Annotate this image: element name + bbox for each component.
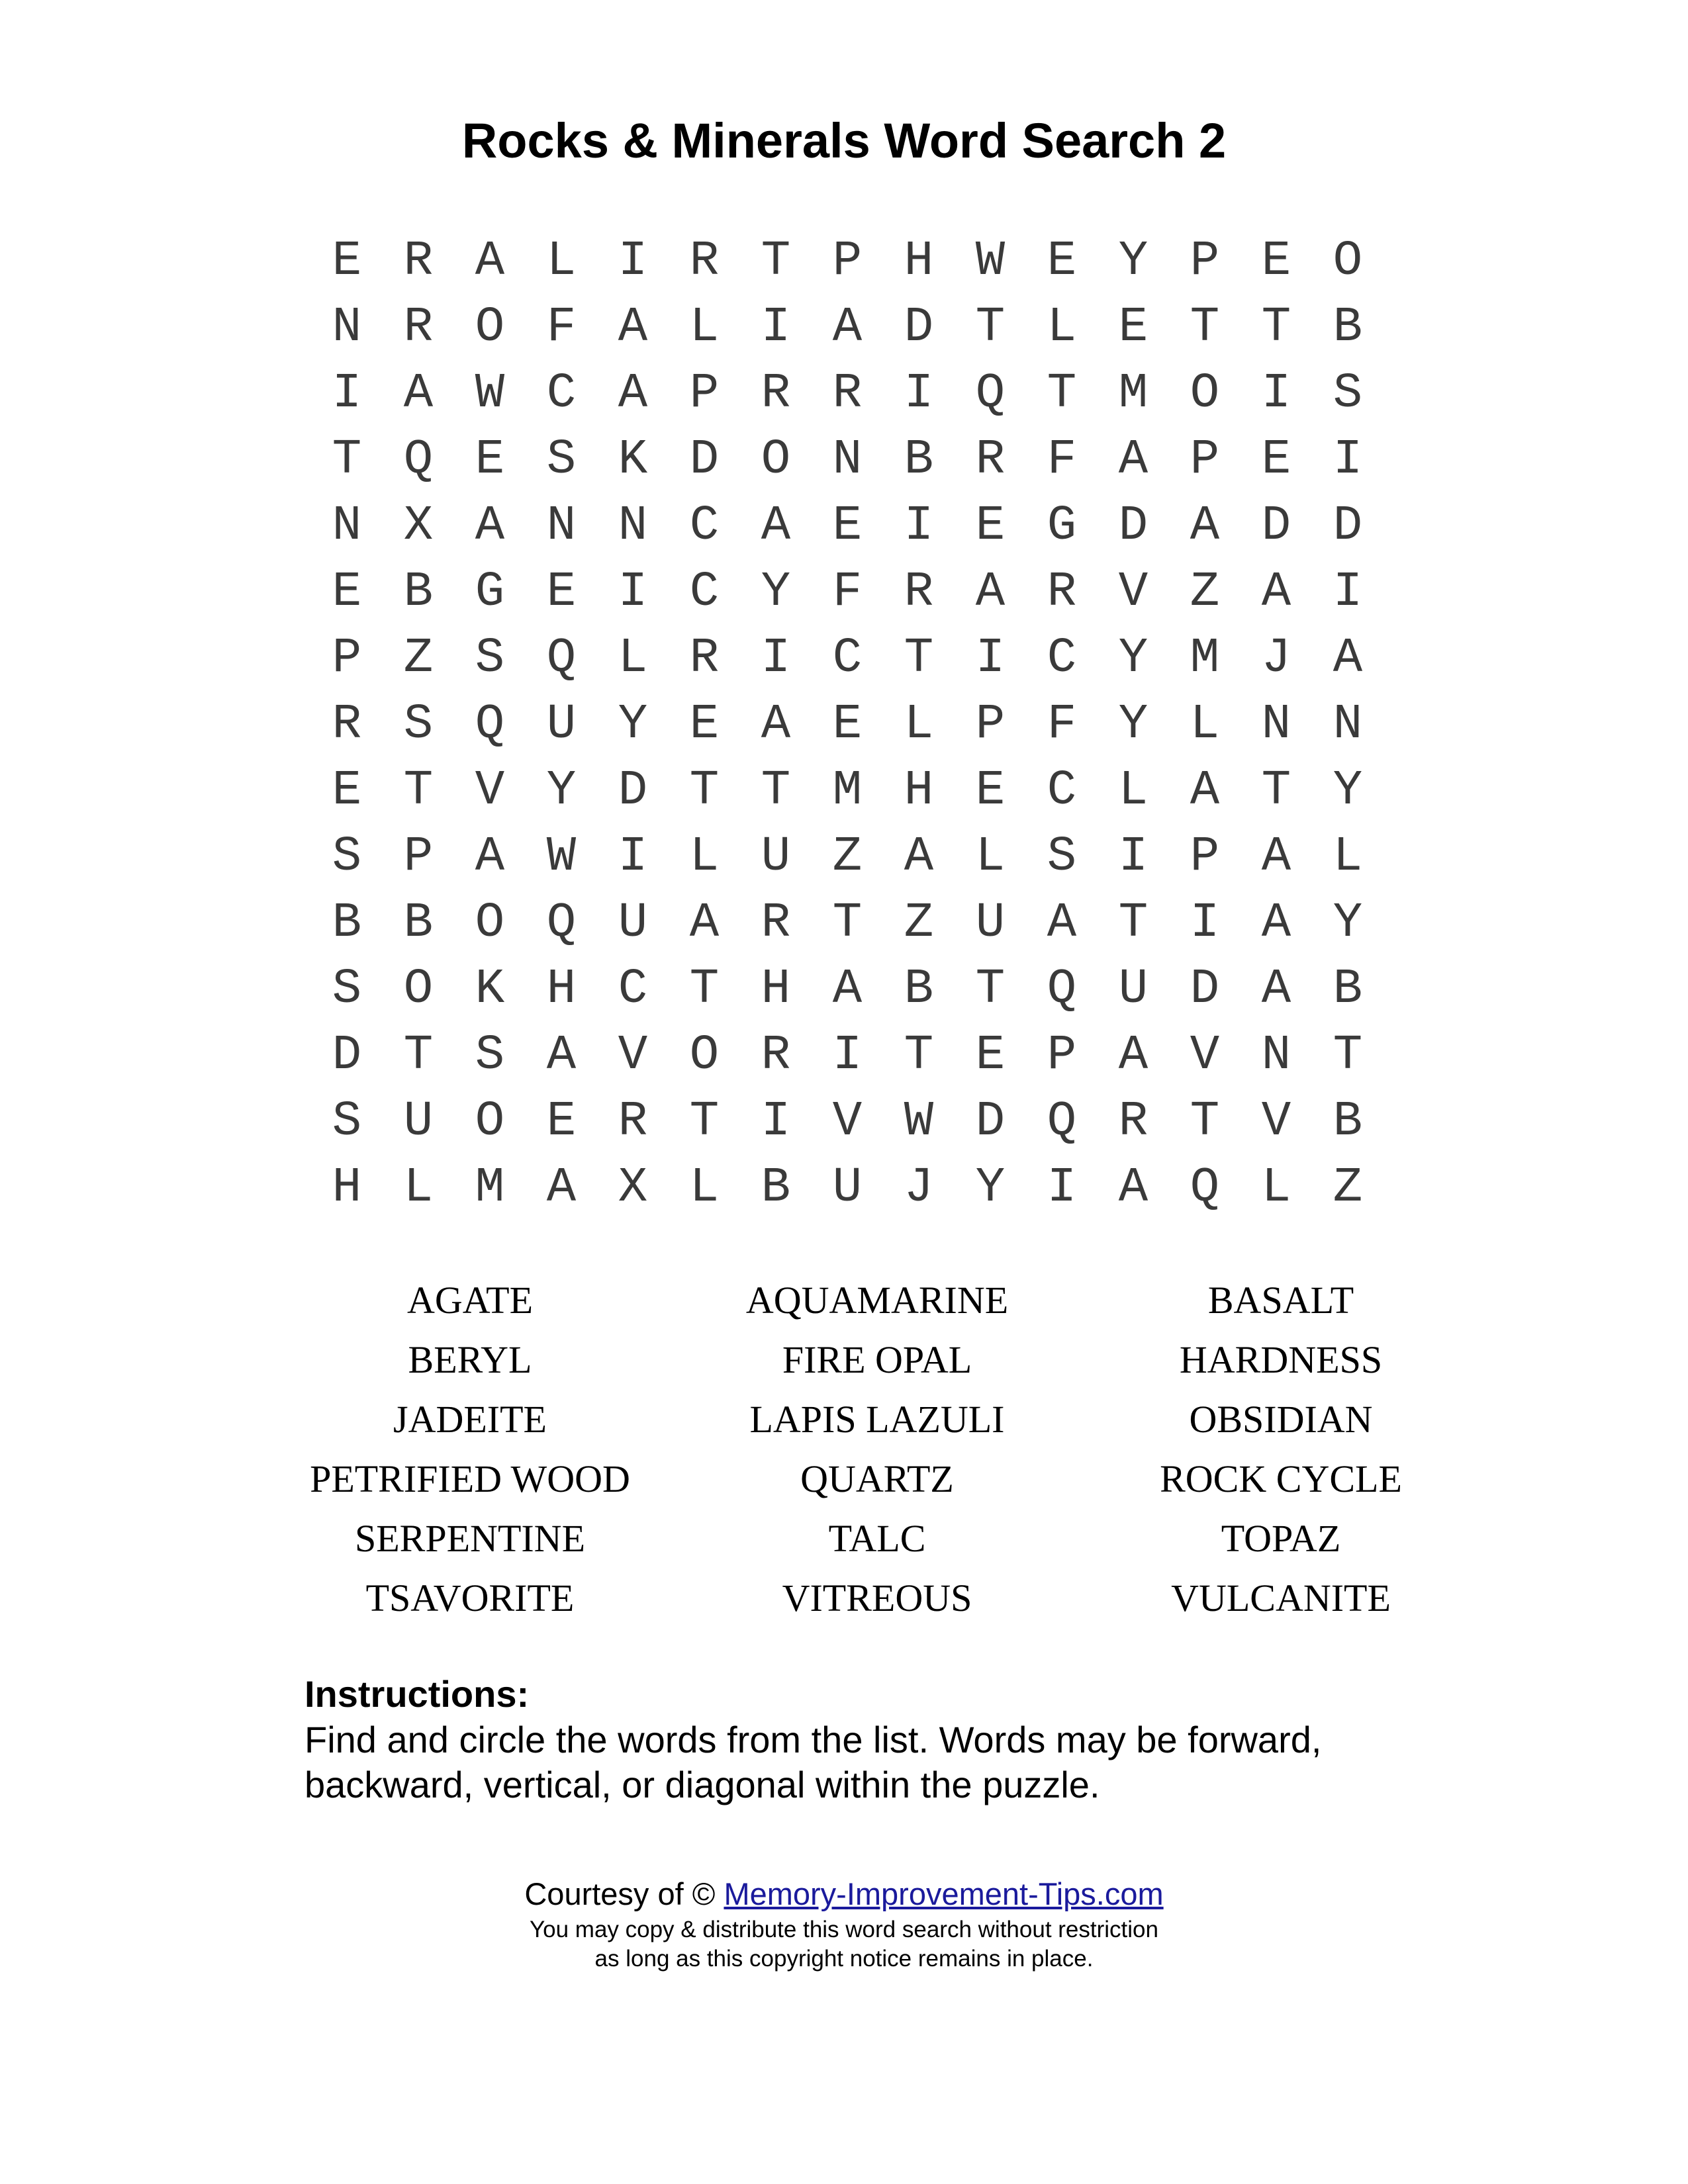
grid-letter: O <box>1190 366 1220 422</box>
grid-letter: D <box>332 1028 362 1083</box>
grid-letter: W <box>904 1094 934 1150</box>
grid-letter: V <box>618 1028 648 1083</box>
grid-letter: A <box>761 697 791 752</box>
grid-letter: Q <box>546 631 577 686</box>
grid-letter: I <box>618 829 648 885</box>
grid-letter: E <box>546 565 577 620</box>
grid-letter: G <box>1047 498 1077 554</box>
grid-letter: Z <box>1190 565 1220 620</box>
grid-letter: L <box>1333 829 1363 885</box>
grid-letter: O <box>1333 234 1363 289</box>
grid-row <box>311 1155 1383 1221</box>
word-list-item: VITREOUS <box>782 1576 972 1619</box>
word-list-item: QUARTZ <box>800 1457 954 1500</box>
grid-letter: W <box>546 829 577 885</box>
grid-letter: E <box>975 1028 1006 1083</box>
grid-letter: M <box>1190 631 1220 686</box>
grid-letter: B <box>761 1160 791 1216</box>
courtesy-line <box>0 1873 1688 1915</box>
grid-letter: R <box>832 366 863 422</box>
instructions <box>305 1671 1430 1807</box>
grid-letter: H <box>761 962 791 1017</box>
word-list-item: BASALT <box>1207 1279 1354 1322</box>
grid-letter: N <box>546 498 577 554</box>
grid-letter: R <box>618 1094 648 1150</box>
grid-letter: O <box>475 1094 505 1150</box>
grid-letter: V <box>475 763 505 819</box>
grid-letter: Y <box>975 1160 1006 1216</box>
word-list-item: BERYL <box>408 1338 532 1381</box>
grid-letter: J <box>1261 631 1291 686</box>
grid-row <box>311 361 1383 427</box>
grid-letter: P <box>1190 234 1220 289</box>
grid-letter: I <box>761 300 791 355</box>
grid-letter: Y <box>1333 895 1363 951</box>
grid-letter: A <box>1333 631 1363 686</box>
grid-letter: I <box>1261 366 1291 422</box>
grid-row <box>311 824 1383 890</box>
grid-letter: G <box>475 565 505 620</box>
grid-letter: S <box>1047 829 1077 885</box>
grid-letter: U <box>761 829 791 885</box>
grid-letter: I <box>618 565 648 620</box>
grid-letter: Q <box>475 697 505 752</box>
grid-letter: A <box>475 234 505 289</box>
grid-letter: D <box>1190 962 1220 1017</box>
grid-letter: K <box>475 962 505 1017</box>
grid-letter: E <box>975 763 1006 819</box>
grid-letter: R <box>904 565 934 620</box>
grid-letter: R <box>689 234 720 289</box>
grid-letter: D <box>904 300 934 355</box>
grid-letter: T <box>1261 763 1291 819</box>
grid-letter: A <box>1261 962 1291 1017</box>
grid-letter: T <box>975 300 1006 355</box>
grid-letter: L <box>689 829 720 885</box>
grid-row <box>311 758 1383 824</box>
grid-row <box>311 228 1383 295</box>
grid-letter: I <box>1118 829 1149 885</box>
grid-letter: E <box>1261 432 1291 488</box>
grid-letter: A <box>1261 829 1291 885</box>
grid-letter: Q <box>546 895 577 951</box>
grid-letter: P <box>689 366 720 422</box>
grid-row <box>311 890 1383 956</box>
grid-letter: D <box>975 1094 1006 1150</box>
grid-letter: F <box>1047 697 1077 752</box>
footer <box>0 1873 1688 1974</box>
grid-letter: N <box>618 498 648 554</box>
word-list-item: JADEITE <box>393 1398 547 1441</box>
grid-letter: E <box>832 498 863 554</box>
grid-letter: Z <box>904 895 934 951</box>
grid-letter: S <box>332 829 362 885</box>
copyright-notice-line: You may copy & distribute this word search without restriction <box>530 1917 1158 1942</box>
grid-letter: E <box>332 234 362 289</box>
grid-letter: I <box>832 1028 863 1083</box>
grid-row <box>311 1089 1383 1155</box>
grid-letter: A <box>761 498 791 554</box>
grid-letter: R <box>332 697 362 752</box>
grid-letter: Y <box>618 697 648 752</box>
grid-letter: B <box>403 565 434 620</box>
grid-letter: H <box>904 234 934 289</box>
grid-letter: M <box>475 1160 505 1216</box>
grid-letter: T <box>403 1028 434 1083</box>
instructions-heading: Instructions: <box>305 1673 530 1715</box>
grid-letter: B <box>332 895 362 951</box>
grid-letter: R <box>403 300 434 355</box>
grid-letter: A <box>1261 565 1291 620</box>
grid-row <box>311 493 1383 559</box>
grid-letter: A <box>546 1160 577 1216</box>
grid-letter: T <box>1190 300 1220 355</box>
grid-letter: H <box>904 763 934 819</box>
grid-letter: E <box>332 763 362 819</box>
grid-letter: F <box>546 300 577 355</box>
grid-letter: I <box>761 1094 791 1150</box>
word-list-item: TOPAZ <box>1221 1517 1341 1560</box>
word-list-item: SERPENTINE <box>355 1517 585 1560</box>
grid-letter: P <box>832 234 863 289</box>
grid-letter: S <box>332 962 362 1017</box>
grid-letter: L <box>403 1160 434 1216</box>
grid-letter: A <box>1118 1028 1149 1083</box>
grid-letter: Z <box>832 829 863 885</box>
grid-letter: W <box>475 366 505 422</box>
grid-letter: S <box>546 432 577 488</box>
grid-letter: V <box>1118 565 1149 620</box>
grid-letter: R <box>1118 1094 1149 1150</box>
grid-letter: U <box>403 1094 434 1150</box>
grid-letter: Q <box>1047 962 1077 1017</box>
word-list-item: AGATE <box>406 1279 534 1322</box>
grid-letter: M <box>832 763 863 819</box>
grid-letter: Z <box>1333 1160 1363 1216</box>
grid-letter: D <box>1261 498 1291 554</box>
grid-letter: R <box>975 432 1006 488</box>
grid-row <box>311 559 1383 625</box>
grid-letter: U <box>832 1160 863 1216</box>
grid-letter: L <box>1047 300 1077 355</box>
grid-letter: I <box>761 631 791 686</box>
grid-letter: X <box>403 498 434 554</box>
grid-letter: R <box>1047 565 1077 620</box>
grid-letter: E <box>689 697 720 752</box>
word-list-item: VULCANITE <box>1171 1576 1391 1619</box>
grid-letter: C <box>1047 763 1077 819</box>
grid-letter: Z <box>403 631 434 686</box>
grid-letter: A <box>975 565 1006 620</box>
instructions-line: Find and circle the words from the list. Words may be forward, <box>305 1719 1322 1760</box>
grid-letter: R <box>403 234 434 289</box>
grid-letter: O <box>475 300 505 355</box>
grid-letter: T <box>403 763 434 819</box>
grid-row <box>311 625 1383 692</box>
grid-letter: N <box>1261 1028 1291 1083</box>
word-list-item: OBSIDIAN <box>1189 1398 1373 1441</box>
grid-letter: A <box>832 962 863 1017</box>
grid-letter: E <box>1047 234 1077 289</box>
grid-letter: P <box>332 631 362 686</box>
grid-row <box>311 956 1383 1023</box>
grid-letter: A <box>904 829 934 885</box>
instructions-text <box>305 1717 1430 1807</box>
grid-letter: L <box>1261 1160 1291 1216</box>
grid-letter: O <box>403 962 434 1017</box>
site-link[interactable]: Memory-Improvement-Tips.com <box>724 1876 1164 1911</box>
grid-letter: N <box>1333 697 1363 752</box>
grid-letter: A <box>1261 895 1291 951</box>
word-list-item: AQUAMARINE <box>745 1279 1009 1322</box>
grid-letter: N <box>332 300 362 355</box>
grid-letter: T <box>904 631 934 686</box>
grid-letter: T <box>332 432 362 488</box>
grid-letter: S <box>332 1094 362 1150</box>
instructions-line: backward, vertical, or diagonal within the puzzle. <box>305 1764 1100 1805</box>
grid-letter: O <box>761 432 791 488</box>
grid-letter: E <box>546 1094 577 1150</box>
grid-letter: U <box>1118 962 1149 1017</box>
grid-letter: L <box>689 1160 720 1216</box>
grid-letter: C <box>689 565 720 620</box>
grid-letter: L <box>1190 697 1220 752</box>
grid-letter: B <box>403 895 434 951</box>
grid-letter: P <box>403 829 434 885</box>
grid-letter: F <box>832 565 863 620</box>
grid-row <box>311 295 1383 361</box>
grid-letter: P <box>1190 432 1220 488</box>
grid-letter: Q <box>1047 1094 1077 1150</box>
grid-letter: R <box>761 366 791 422</box>
grid-letter: V <box>1190 1028 1220 1083</box>
grid-letter: T <box>1047 366 1077 422</box>
grid-letter: T <box>832 895 863 951</box>
grid-letter: R <box>689 631 720 686</box>
grid-letter: M <box>1118 366 1149 422</box>
grid-letter: B <box>1333 1094 1363 1150</box>
grid-letter: L <box>689 300 720 355</box>
grid-letter: A <box>475 829 505 885</box>
grid-letter: D <box>1118 498 1149 554</box>
grid-letter: D <box>689 432 720 488</box>
grid-letter: D <box>1333 498 1363 554</box>
grid-letter: Y <box>1118 234 1149 289</box>
grid-letter: O <box>475 895 505 951</box>
grid-letter: R <box>761 895 791 951</box>
grid-letter: I <box>1333 565 1363 620</box>
grid-letter: S <box>475 1028 505 1083</box>
grid-letter: K <box>618 432 648 488</box>
grid-letter: T <box>1333 1028 1363 1083</box>
grid-letter: C <box>546 366 577 422</box>
word-list-item: PETRIFIED WOOD <box>310 1457 630 1500</box>
grid-letter: A <box>546 1028 577 1083</box>
word-search-grid <box>311 228 1383 1221</box>
grid-letter: E <box>475 432 505 488</box>
grid-letter: T <box>689 1094 720 1150</box>
word-list <box>265 1271 1489 1641</box>
grid-letter: W <box>975 234 1006 289</box>
grid-letter: T <box>761 234 791 289</box>
grid-letter: Y <box>546 763 577 819</box>
word-list-item: FIRE OPAL <box>782 1338 972 1381</box>
grid-letter: Q <box>403 432 434 488</box>
grid-letter: N <box>332 498 362 554</box>
grid-letter: I <box>1333 432 1363 488</box>
grid-letter: S <box>475 631 505 686</box>
grid-letter: C <box>832 631 863 686</box>
grid-letter: P <box>1047 1028 1077 1083</box>
grid-letter: A <box>1118 1160 1149 1216</box>
grid-letter: V <box>832 1094 863 1150</box>
grid-letter: U <box>975 895 1006 951</box>
grid-letter: T <box>761 763 791 819</box>
grid-letter: V <box>1261 1094 1291 1150</box>
grid-letter: E <box>975 498 1006 554</box>
grid-letter: Y <box>761 565 791 620</box>
grid-letter: A <box>689 895 720 951</box>
word-list-item: TSAVORITE <box>365 1576 575 1619</box>
grid-letter: S <box>403 697 434 752</box>
grid-letter: O <box>689 1028 720 1083</box>
grid-letter: Y <box>1118 697 1149 752</box>
grid-letter: L <box>546 234 577 289</box>
grid-letter: Y <box>1118 631 1149 686</box>
grid-letter: C <box>618 962 648 1017</box>
grid-letter: I <box>332 366 362 422</box>
grid-letter: I <box>618 234 648 289</box>
grid-letter: U <box>546 697 577 752</box>
grid-letter: R <box>761 1028 791 1083</box>
grid-letter: A <box>1118 432 1149 488</box>
grid-letter: P <box>1190 829 1220 885</box>
grid-letter: N <box>832 432 863 488</box>
page-title: Rocks & Minerals Word Search 2 <box>461 113 1227 168</box>
word-list-item: TALC <box>828 1517 926 1560</box>
grid-letter: I <box>975 631 1006 686</box>
grid-letter: T <box>904 1028 934 1083</box>
grid-letter: U <box>618 895 648 951</box>
grid-letter: Q <box>1190 1160 1220 1216</box>
grid-letter: C <box>689 498 720 554</box>
grid-letter: A <box>618 300 648 355</box>
grid-letter: T <box>975 962 1006 1017</box>
grid-letter: A <box>832 300 863 355</box>
grid-row <box>311 427 1383 493</box>
grid-letter: J <box>904 1160 934 1216</box>
grid-letter: A <box>403 366 434 422</box>
courtesy-prefix: Courtesy of © <box>524 1876 716 1911</box>
grid-letter: T <box>689 962 720 1017</box>
grid-letter: I <box>904 498 934 554</box>
grid-letter: L <box>618 631 648 686</box>
grid-letter: E <box>832 697 863 752</box>
grid-letter: B <box>1333 962 1363 1017</box>
grid-letter: A <box>1190 498 1220 554</box>
grid-letter: T <box>689 763 720 819</box>
grid-letter: B <box>904 432 934 488</box>
grid-letter: D <box>618 763 648 819</box>
grid-letter: E <box>1118 300 1149 355</box>
grid-letter: A <box>475 498 505 554</box>
grid-letter: L <box>1118 763 1149 819</box>
grid-letter: I <box>1190 895 1220 951</box>
grid-letter: H <box>546 962 577 1017</box>
grid-letter: X <box>618 1160 648 1216</box>
word-list-item: ROCK CYCLE <box>1160 1457 1402 1500</box>
grid-letter: T <box>1190 1094 1220 1150</box>
grid-letter: F <box>1047 432 1077 488</box>
grid-letter: E <box>1261 234 1291 289</box>
grid-letter: I <box>904 366 934 422</box>
grid-letter: H <box>332 1160 362 1216</box>
grid-row <box>311 692 1383 758</box>
grid-letter: L <box>904 697 934 752</box>
grid-letter: C <box>1047 631 1077 686</box>
word-list-item: LAPIS LAZULI <box>749 1398 1005 1441</box>
grid-letter: T <box>1261 300 1291 355</box>
grid-letter: B <box>1333 300 1363 355</box>
grid-letter: P <box>975 697 1006 752</box>
grid-letter: E <box>332 565 362 620</box>
grid-letter: Q <box>975 366 1006 422</box>
grid-letter: I <box>1047 1160 1077 1216</box>
grid-letter: B <box>904 962 934 1017</box>
grid-letter: A <box>618 366 648 422</box>
word-list-item: HARDNESS <box>1179 1338 1383 1381</box>
grid-letter: L <box>975 829 1006 885</box>
grid-letter: Y <box>1333 763 1363 819</box>
grid-row <box>311 1023 1383 1089</box>
grid-letter: S <box>1333 366 1363 422</box>
grid-letter: T <box>1118 895 1149 951</box>
grid-letter: N <box>1261 697 1291 752</box>
grid-letter: A <box>1190 763 1220 819</box>
grid-letter: A <box>1047 895 1077 951</box>
copyright-notice-line: as long as this copyright notice remains in place. <box>594 1946 1094 1972</box>
